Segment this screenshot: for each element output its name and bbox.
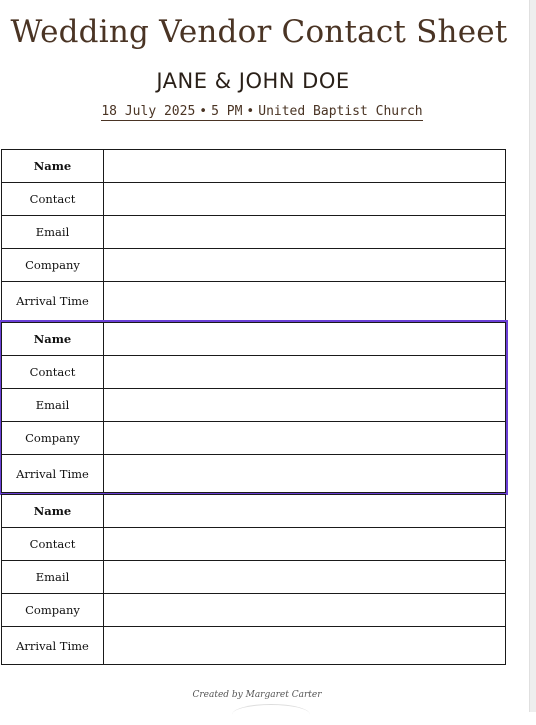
vendor-2-company-field[interactable] [104,422,506,455]
table-row [2,389,506,422]
name-label: Name [2,323,104,356]
arrival-time-label: Arrival Time [2,627,104,665]
contact-label: Contact [2,528,104,561]
separator-dot: • [199,104,208,119]
vendor-1-name-field[interactable] [104,150,506,183]
vendor-block-3 [1,494,506,665]
vendor-1-contact-field[interactable] [104,183,506,216]
vendor-2-arrival-field[interactable] [104,455,506,493]
contact-label: Contact [2,356,104,389]
scrollbar[interactable] [529,0,536,712]
vendor-3-arrival-field[interactable] [104,627,506,665]
email-label: Email [2,216,104,249]
vendor-block-2[interactable] [1,322,506,493]
table-row [2,216,506,249]
contact-label: Contact [2,183,104,216]
vendor-3-contact-field[interactable] [104,528,506,561]
name-label: Name [2,495,104,528]
table-row [2,150,506,183]
table-row [2,422,506,455]
table-row [2,282,506,321]
vendor-3-name-field[interactable] [104,495,506,528]
vendor-2-contact-field[interactable] [104,356,506,389]
couple-names: JANE & JOHN DOE [156,69,350,93]
email-label: Email [2,561,104,594]
table-row [2,528,506,561]
name-label: Name [2,150,104,183]
vendor-2-name-field[interactable] [104,323,506,356]
company-label: Company [2,594,104,627]
table-row [2,495,506,528]
table-row [2,455,506,493]
table-row [2,183,506,216]
email-label: Email [2,389,104,422]
sheet-title: Wedding Vendor Contact Sheet [10,14,508,50]
table-row [2,356,506,389]
vendor-3-email-field[interactable] [104,561,506,594]
table-row [2,249,506,282]
vendor-3-company-field[interactable] [104,594,506,627]
vendor-2-email-field[interactable] [104,389,506,422]
table-row [2,561,506,594]
arrival-time-label: Arrival Time [2,282,104,321]
table-row [2,594,506,627]
event-details [0,104,524,119]
company-label: Company [2,422,104,455]
table-row [2,627,506,665]
event-venue: United Baptist Church [258,104,423,119]
vendor-block-1 [1,149,506,321]
vendor-1-arrival-field[interactable] [104,282,506,321]
vendor-1-company-field[interactable] [104,249,506,282]
footer-logo-arc [232,704,310,725]
vendor-1-email-field[interactable] [104,216,506,249]
arrival-time-label: Arrival Time [2,455,104,493]
separator-dot: • [246,104,255,119]
creator-signature: Created by Margaret Carter [192,690,322,700]
table-row [2,323,506,356]
company-label: Company [2,249,104,282]
event-time: 5 PM [211,104,243,119]
event-date: 18 July 2025 [101,104,196,119]
event-details-line [101,104,422,121]
